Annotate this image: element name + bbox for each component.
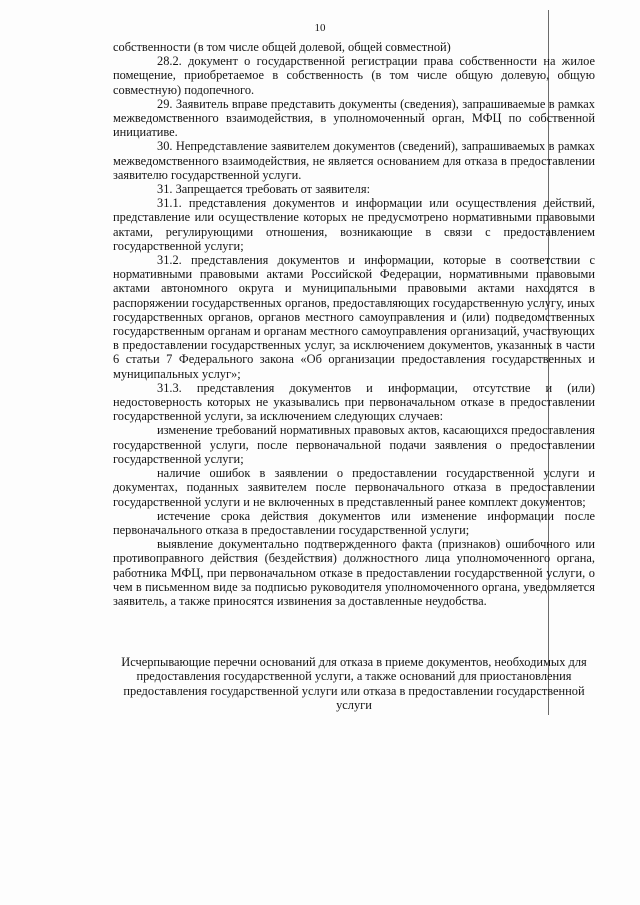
- body-text: [113, 40, 595, 608]
- page-number: 10: [314, 22, 326, 34]
- paragraph-continuation: собственности (в том числе общей долевой, общей совместной): [113, 40, 451, 54]
- paragraph-29: 29. Заявитель вправе представить документы (сведения), запрашиваемые в рамках межведомственного взаимодействия, в уполномоченный орган, МФЦ по собственной инициативе.: [113, 96, 595, 140]
- case-document-expiry: истечение срока действия документов или изменение информации после первоначального отказа в предоставлении государственной услуги;: [113, 508, 595, 537]
- paragraph-30: 30. Непредставление заявителем документов (сведений), запрашиваемых в рамках межведомственного взаимодействия, не является основанием для отказа в предоставлении заявителю государственной услуги.: [113, 139, 595, 182]
- paragraph-31-1: 31.1. представления документов и информации или осуществления действий, представление или осуществление которых не предусмотрено нормативными правовыми актами, регулирующими отношения, возникающие в связи с предоставлением государственной услуги;: [113, 196, 595, 253]
- case-official-error: выявление документально подтвержденного факта (признаков) ошибочного или противоправного действия (бездействия) должностного лица уполномоченного органа, работника МФЦ, при первоначальном отказе в предоставлении государственной услуги, о чем в письменном виде за подписью руководителя уполномоченного органа, уведомляется заявитель, а также приносятся извинения за доставленные неудобства.: [113, 537, 595, 608]
- paragraph-31-2: 31.2. представления документов и информации, которые в соответствии с нормативными правовыми актами Российской Федерации, нормативными правовыми актами автономного округа и муниципальными правовыми актами находятся в распоряжении государственных органов, предоставляющих государственную услугу, иных государственных органов, органов местного самоуправления и (или) подведомственных государственным органам и органам местного самоуправления организаций, участвующих в предоставлении государственных услуг, за исключением документов, указанных в части 6 статьи 7 Федерального закона «Об организации предоставления государственных и муниципальных услуг»;: [113, 253, 595, 381]
- paragraph-31: 31. Запрещается требовать от заявителя:: [157, 182, 371, 197]
- section-heading: Исчерпывающие перечни оснований для отказа в приеме документов, необходимых для предоставления государственной услуги, а также оснований для приостановления предоставления государственной услуги или отказа в предоставлении государственной услуги: [121, 655, 587, 713]
- case-regulation-change: изменение требований нормативных правовых актов, касающихся предоставления государственной услуги, после первоначальной подачи заявления о предоставлении государственной услуги;: [113, 423, 595, 466]
- paragraph-28-2: 28.2. документ о государственной регистрации права собственности на жилое помещение, приобретаемое в собственность (в том числе общую долевую, общую совместную) подопечного.: [113, 54, 595, 97]
- paragraph-31-3: 31.3. представления документов и информации, отсутствие и (или) недостоверность которых не указывались при первоначальном отказе в предоставлении государственной услуги, за исключением следующих случаев:: [113, 380, 595, 424]
- case-application-errors: наличие ошибок в заявлении о предоставлении государственной услуги и документах, поданных заявителем после первоначального отказа в предоставлении государственной услуги и не включенных в представленный ранее комплект документов;: [113, 466, 595, 509]
